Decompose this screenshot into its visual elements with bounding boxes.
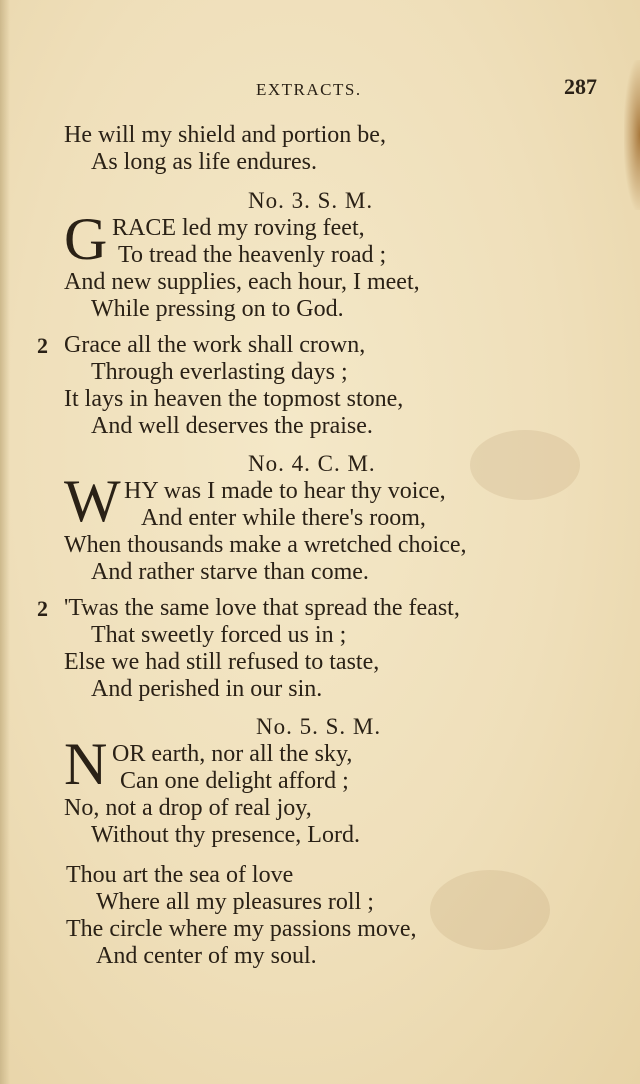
- hymn-5-verse-2-line-3: The circle where my passions move,: [66, 916, 417, 942]
- hymn-4-line-3: When thousands make a wretched choice,: [64, 532, 467, 558]
- hymn-3-verse-number: 2: [37, 333, 48, 358]
- hymn-5-line-2: Can one delight afford ;: [120, 768, 349, 794]
- hymn-3-verse-2-line-1: Grace all the work shall crown,: [64, 332, 366, 358]
- hymn-4-dropcap: W: [64, 468, 121, 534]
- hymn-5-verse-2-line-1: Thou art the sea of love: [66, 862, 294, 888]
- page-number: 287: [564, 74, 597, 99]
- paper-stain: [470, 430, 580, 500]
- hymn-3-line-1: RACE led my roving feet,: [112, 215, 365, 241]
- hymn-4-line-4: And rather starve than come.: [91, 559, 369, 585]
- hymn-4-verse-2-line-4: And perished in our sin.: [91, 676, 323, 702]
- hymn-4-verse-2-line-2: That sweetly forced us in ;: [91, 622, 347, 648]
- hymn-3-line-4: While pressing on to God.: [91, 296, 344, 322]
- hymn-4-verse-2-line-1: 'Twas the same love that spread the feast,: [64, 595, 460, 621]
- paper-stain: [430, 870, 550, 950]
- page-edge-shadow: [0, 0, 10, 1084]
- hymn-3-verse-2-line-3: It lays in heaven the topmost stone,: [64, 386, 404, 412]
- hymn-4-line-2: And enter while there's room,: [141, 505, 426, 531]
- hymn-5-verse-2-line-2: Where all my pleasures roll ;: [96, 889, 374, 915]
- hymn-3-heading: No. 3. S. M.: [248, 188, 374, 213]
- hymn-3-dropcap: G: [64, 206, 108, 272]
- hymn-5-line-4: Without thy presence, Lord.: [91, 822, 360, 848]
- running-head: EXTRACTS.: [256, 80, 362, 99]
- hymn-4-line-1: HY was I made to hear thy voice,: [124, 478, 446, 504]
- hymn-5-verse-2-line-4: And center of my soul.: [96, 943, 317, 969]
- hymn-3-line-2: To tread the heavenly road ;: [118, 242, 387, 268]
- hymn-3-verse-2-line-4: And well deserves the praise.: [91, 413, 373, 439]
- hymn-5-dropcap: N: [64, 731, 108, 797]
- page-edge-stain: [624, 60, 640, 210]
- intro-line-2: As long as life endures.: [91, 149, 317, 175]
- hymn-3-verse-2-line-2: Through everlasting days ;: [91, 359, 348, 385]
- hymn-5-line-1: OR earth, nor all the sky,: [112, 741, 353, 767]
- hymn-5-line-3: No, not a drop of real joy,: [64, 795, 312, 821]
- hymn-4-verse-2-line-3: Else we had still refused to taste,: [64, 649, 380, 675]
- intro-line-1: He will my shield and portion be,: [64, 122, 386, 148]
- hymn-5-heading: No. 5. S. M.: [256, 714, 382, 739]
- hymn-4-heading: No. 4. C. M.: [248, 451, 376, 476]
- hymn-4-verse-number: 2: [37, 596, 48, 621]
- hymn-3-line-3: And new supplies, each hour, I meet,: [64, 269, 420, 295]
